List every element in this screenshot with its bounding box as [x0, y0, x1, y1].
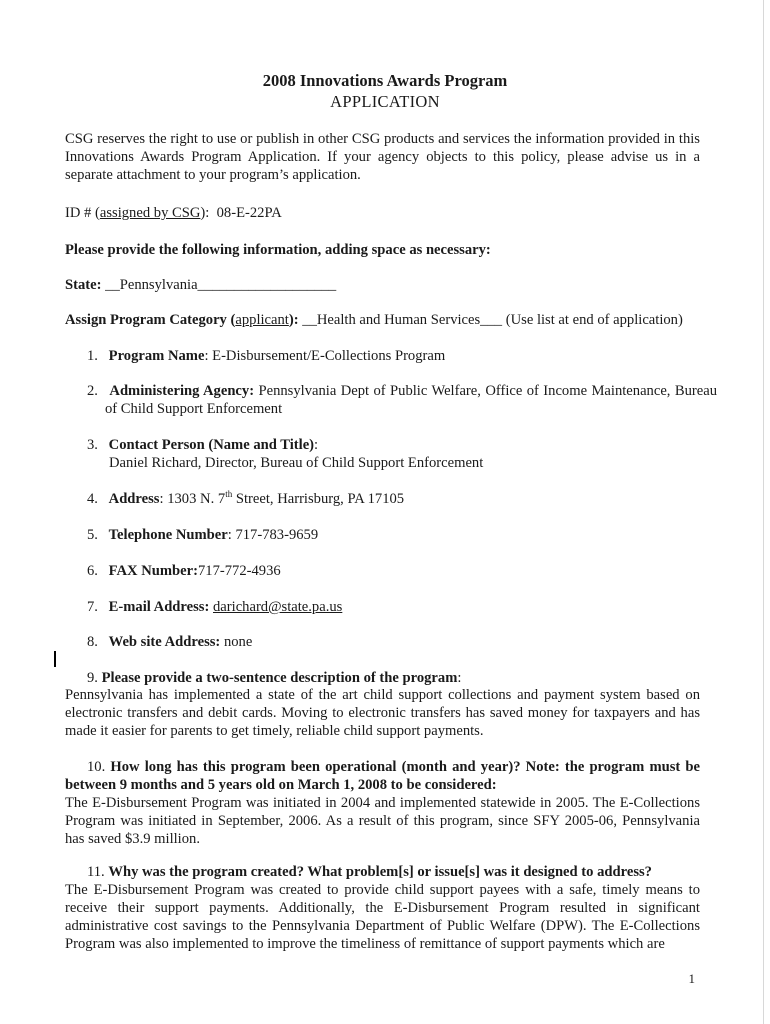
state-label: State:: [65, 277, 102, 293]
answer-9: Pennsylvania has implemented a state of the art child support collections and payment system based on electronic transfers and debit cards. Moving to electronic transfers has saved money for taxpayers and has made it easier for parents to get timely, reliable child support payments.: [65, 687, 700, 739]
category-note: (Use list at end of application): [505, 312, 683, 328]
id-value: 08-E-22PA: [216, 205, 282, 221]
id-suffix: ):: [200, 205, 210, 221]
page-edge: [763, 0, 764, 1024]
question-11: 11. Why was the program created? What problem[s] or issue[s] was it designed to address?: [87, 864, 652, 880]
document-subtitle: APPLICATION: [330, 92, 440, 111]
item-telephone: 5. Telephone Number: 717-783-9659: [87, 527, 319, 543]
item-administering-agency: 2. Administering Agency: Pennsylvania Dept of Public Welfare, Office of Income Maintenance, Bureau of Child Support Enforcement: [87, 383, 717, 417]
id-line: [65, 204, 700, 222]
item-contact-person: 3. Contact Person (Name and Title): Daniel Richard, Director, Bureau of Child Support Enforcement: [87, 436, 702, 472]
id-prefix: ID # (: [65, 205, 100, 221]
question-10: 10. How long has this program been operational (month and year)? Note: the program must be between 9 months and 5 years old on March 1, 2008 to be considered:: [65, 759, 700, 793]
email-link[interactable]: darichard@state.pa.us: [213, 599, 343, 615]
document-title: 2008 Innovations Awards Program: [262, 71, 508, 90]
state-line: [65, 276, 700, 294]
category-label-start: Assign Program Category (: [65, 312, 236, 328]
answer-10: The E-Disbursement Program was initiated in 2004 and implemented statewide in 2005. The E-Collections Program was initiated in September, 2006. As a result of this program, since SFY 2005-06, Pennsylvania has saved $3.9 million.: [65, 795, 700, 847]
id-assigned: assigned by CSG: [99, 205, 201, 221]
item-website: 8. Web site Address: none: [87, 634, 253, 650]
category-value: __Health and Human Services___: [302, 312, 503, 328]
page-number: 1: [688, 971, 695, 986]
instruction: Please provide the following information, adding space as necessary:: [65, 242, 491, 258]
category-line: [65, 311, 705, 329]
item-program-name: 1. Program Name: E-Disbursement/E-Collections Program: [87, 348, 446, 364]
contact-person-value: Daniel Richard, Director, Bureau of Child Support Enforcement: [109, 455, 484, 471]
item-email: 7. E-mail Address: darichard@state.pa.us: [87, 599, 343, 615]
state-value: __Pennsylvania___________________: [105, 277, 337, 293]
category-label-end: ):: [288, 312, 299, 328]
question-9: 9. Please provide a two-sentence description of the program:: [87, 670, 462, 686]
text-cursor: [54, 651, 56, 667]
answer-11: The E-Disbursement Program was created to provide child support payees with a safe, timely means to receive their support payments. Additionally, the E-Disbursement Program resulted in significant administrative cost savings to the Pennsylvania Department of Public Welfare (DPW). The E-Collections Program was also implemented to improve the timeliness of remittance of support payments which are: [65, 882, 700, 952]
item-fax: 6. FAX Number:717-772-4936: [87, 563, 281, 579]
intro-paragraph: CSG reserves the right to use or publish in other CSG products and services the information provided in this Innovations Awards Program Application. If your agency objects to this policy, please advise us in a separate attachment to your program’s application.: [65, 131, 700, 183]
item-address: 4. Address: 1303 N. 7th Street, Harrisburg, PA 17105: [87, 489, 405, 507]
category-applicant: applicant: [235, 312, 289, 328]
